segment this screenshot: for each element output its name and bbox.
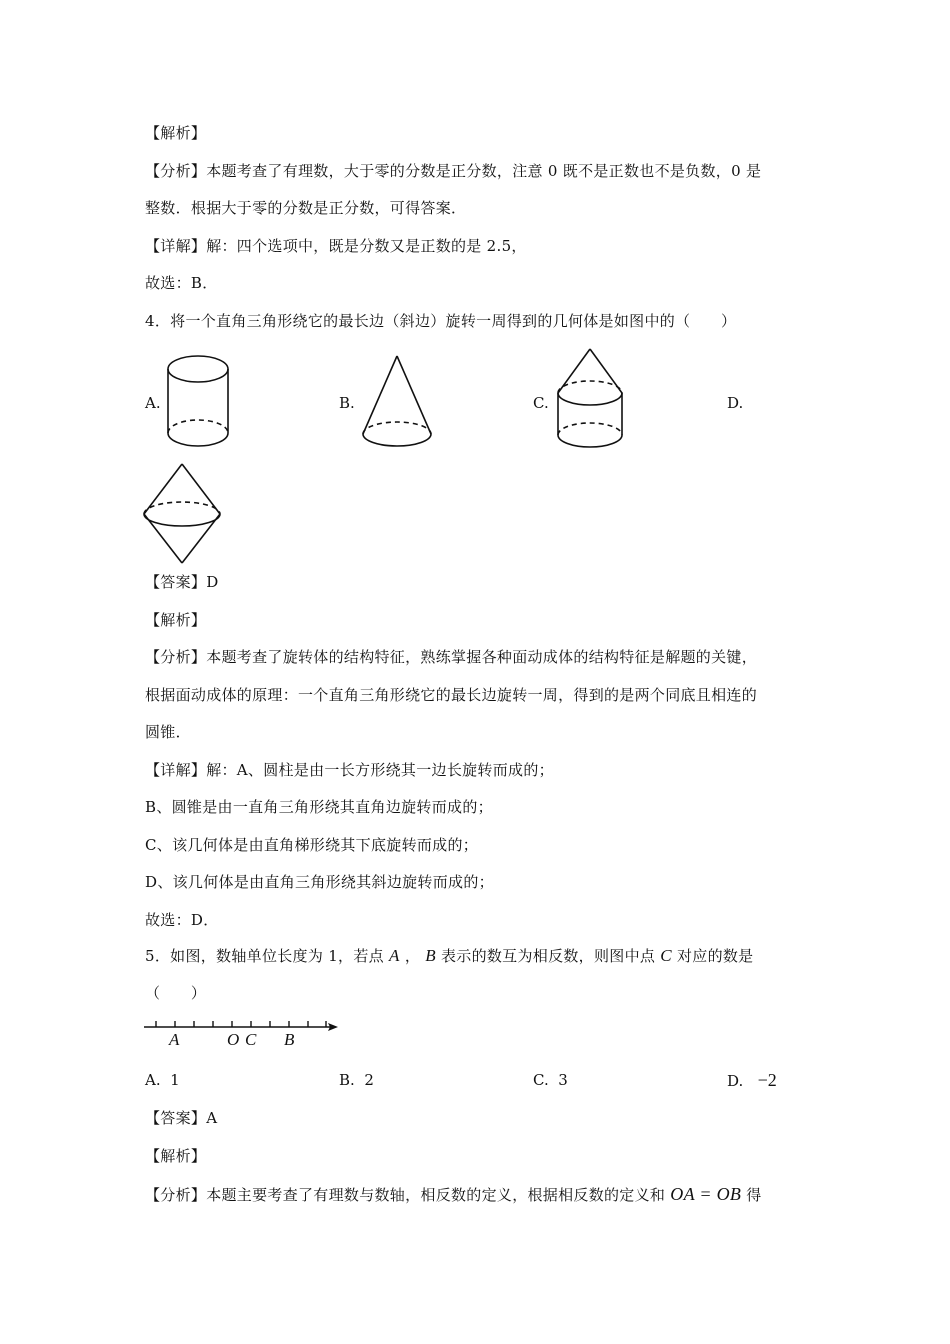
detail-line: C、该几何体是由直角梯形绕其下底旋转而成的； (145, 836, 479, 854)
q5-stem (145, 946, 753, 966)
q5-option-c (533, 1070, 568, 1090)
analysis-line: 【分析】本题考查了旋转体的结构特征，熟练掌握各种面动成体的结构特征是解题的关键， (145, 648, 758, 666)
option-label: B. (339, 1071, 355, 1089)
point-a-symbol: A (389, 946, 400, 965)
axis-label-b: B (284, 1030, 295, 1049)
point-b-symbol: B (425, 946, 436, 965)
option-label: C. (533, 1071, 549, 1089)
q5-stem-part: 5．如图，数轴单位长度为 1，若点 (145, 947, 384, 965)
q4-option-a-label: A. (145, 394, 161, 412)
analysis-text: 【分析】本题主要考查了有理数与数轴，相反数的定义，根据相反数的定义和 (145, 1186, 666, 1204)
axis-label-o: O (227, 1030, 240, 1049)
q4-answer: 【答案】D (145, 573, 219, 591)
jiexi-heading: 【解析】 (145, 124, 207, 142)
axis-label-a: A (169, 1030, 180, 1049)
option-value: 1 (170, 1071, 180, 1089)
option-value: 2 (364, 1071, 374, 1089)
analysis-line: 圆锥． (145, 723, 191, 741)
cone-icon (355, 350, 445, 450)
analysis-line: 根据面动成体的原理：一个直角三角形绕它的最长边旋转一周，得到的是两个同底且相连的 (145, 686, 758, 704)
detail-line: 【详解】解：四个选项中，既是分数又是正数的是 2.5， (145, 237, 527, 255)
analysis-line (145, 1184, 762, 1205)
cylinder-icon (160, 350, 240, 450)
q4-option-c-label: C. (533, 394, 549, 412)
q5-paren: （ ） (145, 984, 207, 1002)
q5-option-b (339, 1070, 374, 1090)
q4-stem: 4．将一个直角三角形绕它的最长边（斜边）旋转一周得到的几何体是如图中的（ ） (145, 312, 737, 330)
q5-stem-part: 表示的数互为相反数，则图中点 (440, 947, 656, 965)
detail-line: B、圆锥是由一直角三角形绕其直角边旋转而成的； (145, 798, 493, 816)
axis-label-c: C (245, 1030, 257, 1049)
analysis-line: 整数．根据大于零的分数是正分数，可得答案． (145, 199, 467, 217)
q5-stem-part: 对应的数是 (676, 947, 754, 965)
choose-line: 故选：B． (145, 274, 218, 292)
number-line (140, 1015, 350, 1051)
analysis-text: 得 (746, 1186, 762, 1204)
option-label: D. (727, 1072, 744, 1090)
option-label: A. (145, 1071, 161, 1089)
jiexi-heading: 【解析】 (145, 1147, 207, 1165)
option-value: 3 (558, 1071, 568, 1089)
q4-option-b-label: B. (339, 394, 355, 412)
detail-line: D、该几何体是由直角三角形绕其斜边旋转而成的； (145, 873, 494, 891)
cone-on-cylinder-icon (552, 345, 642, 460)
point-c-symbol: C (660, 946, 672, 965)
jiexi-heading: 【解析】 (145, 611, 207, 629)
q5-stem-part: ， (404, 947, 421, 965)
q5-option-a (145, 1070, 180, 1090)
formula-oa-ob: OA = OB (670, 1184, 742, 1204)
choose-line: 故选：D． (145, 911, 219, 929)
double-cone-icon (140, 460, 230, 570)
analysis-line: 【分析】本题考查了有理数，大于零的分数是正分数，注意 0 既不是正数也不是负数，0 是 (145, 162, 762, 180)
q4-option-d-label: D. (727, 394, 744, 412)
q5-answer: 【答案】A (145, 1109, 218, 1127)
detail-line: 【详解】解：A、圆柱是由一长方形绕其一边长旋转而成的； (145, 761, 554, 779)
option-value: −2 (757, 1070, 777, 1090)
q5-option-d (727, 1070, 777, 1091)
